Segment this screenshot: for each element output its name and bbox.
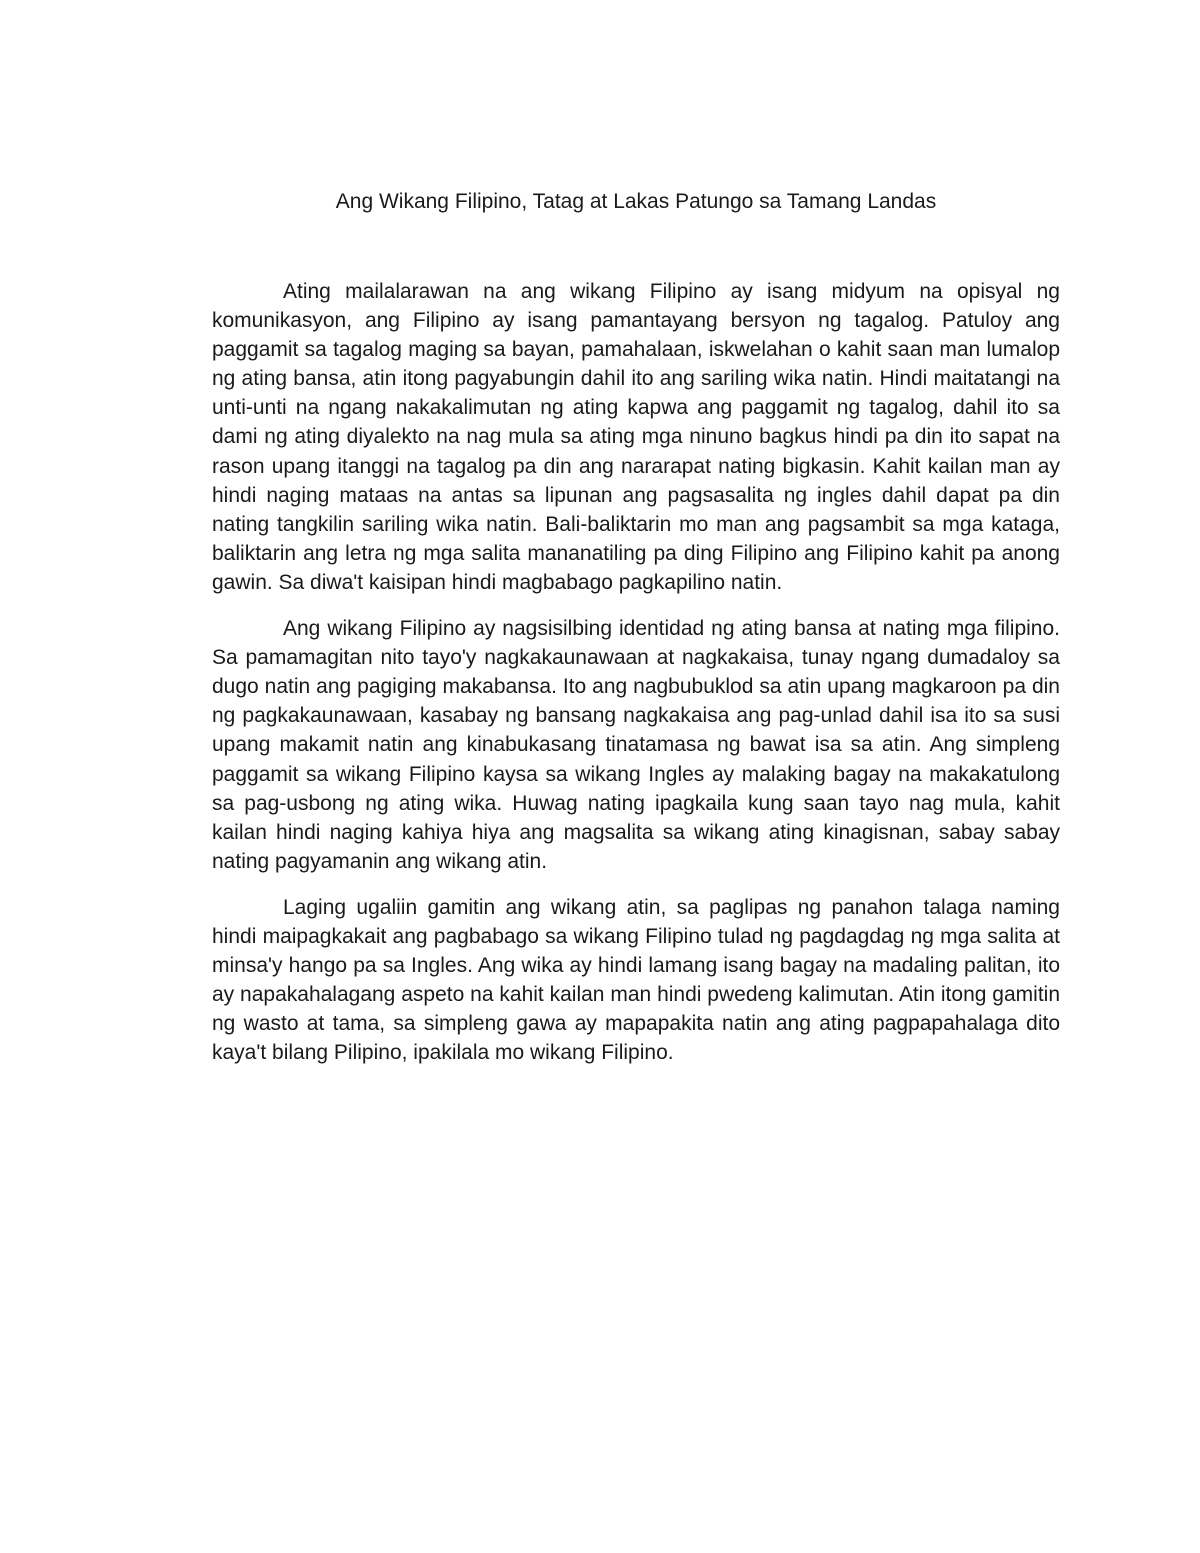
document-body	[212, 277, 1060, 1084]
paragraph-1: Ating mailalarawan na ang wikang Filipino ay isang midyum na opisyal ng komunikasyon, ang Filipino ay isang pamantayang bersyon ng tagalog. Patuloy ang paggamit sa tagalog maging sa bayan, pamahalaan, iskwelahan o kahit saan man lumalop ng ating bansa, atin itong pagyabungin dahil ito ang sariling wika natin. Hindi maitatangi na unti-unti na ngang nakakalimutan ng ating kapwa ang paggamit ng tagalog, dahil ito sa dami ng ating diyalekto na nag mula sa ating mga ninuno bagkus hindi pa din ito sapat na rason upang itanggi na tagalog pa din ang nararapat nating bigkasin. Kahit kailan man ay hindi naging mataas na antas sa lipunan ang pagsasalita ng ingles dahil dapat pa din nating tangkilin sariling wika natin. Bali-baliktarin mo man ang pagsambit sa mga kataga, baliktarin ang letra ng mga salita mananatiling pa ding Filipino ang Filipino kahit pa anong gawin. Sa diwa't kaisipan hindi magbabago pagkapilino natin.	[212, 280, 1060, 594]
paragraph-2: Ang wikang Filipino ay nagsisilbing identidad ng ating bansa at nating mga filipino. Sa pamamagitan nito tayo'y nagkakaunawaan at nagkakaisa, tunay ngang dumadaloy sa dugo natin ang pagiging makabansa. Ito ang nagbubuklod sa atin upang magkaroon pa din ng pagkakaunawaan, kasabay ng bansang nagkakaisa ang pag-unlad dahil isa ito sa susi upang makamit natin ang kinabukasang tinatamasa ng bawat isa sa atin. Ang simpleng paggamit sa wikang Filipino kaysa sa wikang Ingles ay malaking bagay na makakatulong sa pag-usbong ng ating wika. Huwag nating ipagkaila kung saan tayo nag mula, kahit kailan hindi naging kahiya hiya ang magsalita sa wikang ating kinagisnan, sabay sabay nating pagyamanin ang wikang atin.	[212, 617, 1060, 873]
paragraph-3: Laging ugaliin gamitin ang wikang atin, sa paglipas ng panahon talaga naming hindi maipagkakait ang pagbabago sa wikang Filipino tulad ng pagdagdag ng mga salita at minsa'y hango pa sa Ingles. Ang wika ay hindi lamang isang bagay na madaling palitan, ito ay napakahalagang aspeto na kahit kailan man hindi pwedeng kalimutan. Atin itong gamitin ng wasto at tama, sa simpleng gawa ay mapapakita natin ang ating pagpapahalaga dito kaya't bilang Pilipino, ipakilala mo wikang Filipino.	[212, 895, 1060, 1065]
document-title: Ang Wikang Filipino, Tatag at Lakas Patungo sa Tamang Landas	[335, 190, 937, 213]
